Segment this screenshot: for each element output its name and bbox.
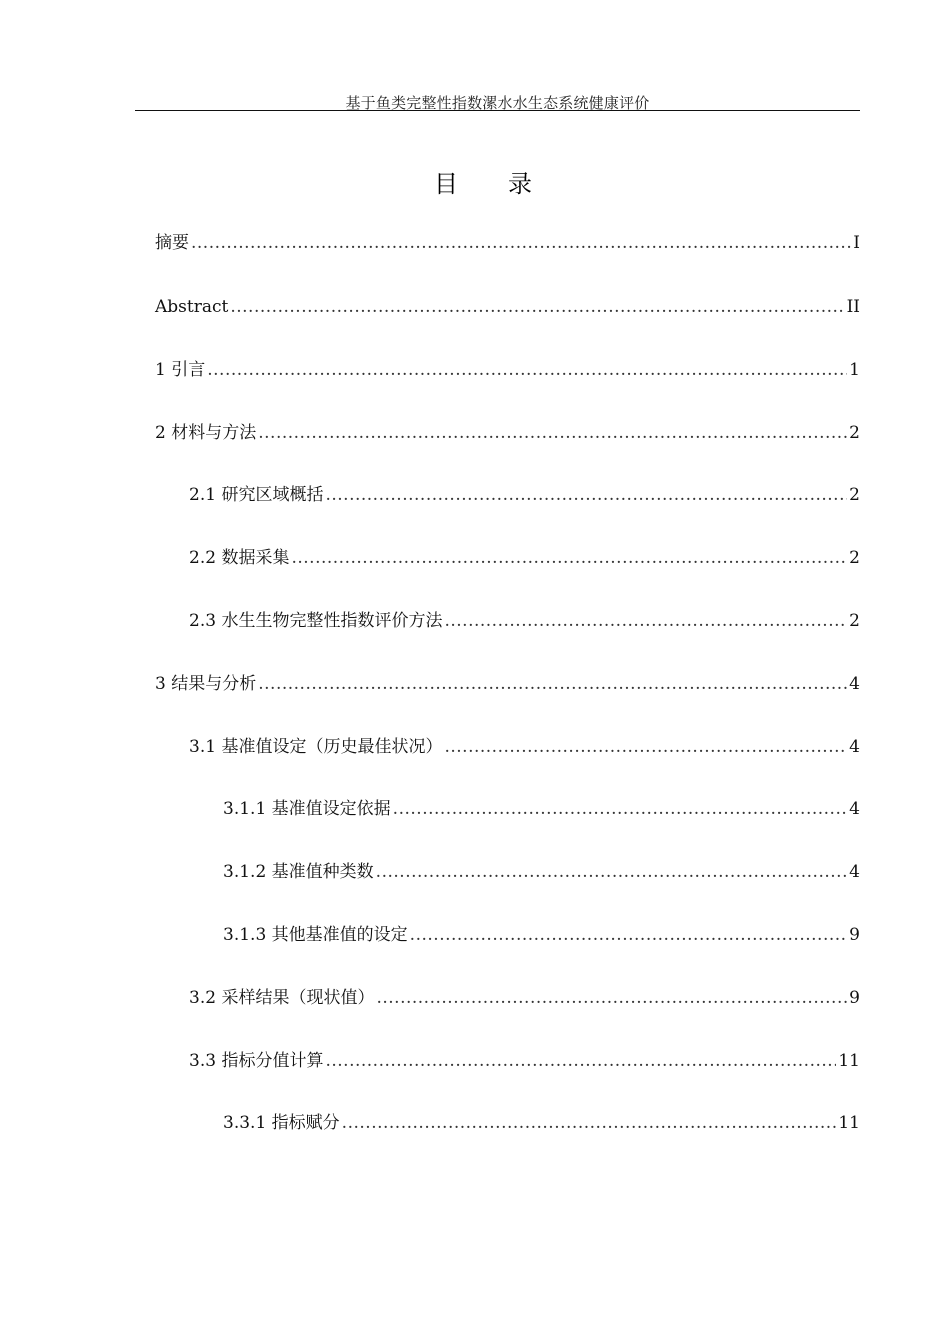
toc-entry-page: 2 (849, 548, 860, 568)
toc-entry-page: 4 (849, 862, 860, 882)
toc-entry-baseline-species[interactable] (223, 861, 860, 883)
toc-entry-ibi-method[interactable] (189, 610, 860, 632)
toc-dot-leader (191, 232, 851, 254)
toc-entry-baseline-setting[interactable] (189, 736, 860, 758)
toc-dot-leader (376, 861, 848, 883)
toc-entry-label: 3 结果与分析 (155, 674, 257, 694)
toc-entry-index-score[interactable] (189, 1050, 860, 1072)
toc-entry-page: 4 (849, 799, 860, 819)
toc-entry-introduction[interactable] (155, 359, 860, 381)
toc-entry-sampling-results[interactable] (189, 987, 860, 1009)
toc-entry-index-assignment[interactable] (223, 1112, 860, 1134)
toc-entry-data-collection[interactable] (189, 547, 860, 569)
toc-entry-page: 2 (849, 423, 860, 443)
toc-entry-label: 摘要 (155, 233, 189, 253)
toc-entry-label: 2.2 数据采集 (189, 548, 290, 568)
toc-entry-label: Abstract (155, 297, 229, 317)
toc-entry-page: I (853, 233, 860, 253)
toc-entry-label: 1 引言 (155, 360, 206, 380)
toc-dot-leader (325, 1050, 836, 1072)
toc-entry-baseline-basis[interactable] (223, 798, 860, 820)
toc-entry-study-area[interactable] (189, 484, 860, 506)
toc-entry-abstract-cn[interactable] (155, 232, 860, 254)
toc-dot-leader (258, 422, 847, 444)
toc-entry-page: 9 (849, 925, 860, 945)
toc-dot-leader (393, 798, 848, 820)
toc-dot-leader (444, 736, 847, 758)
toc-dot-leader (342, 1112, 837, 1134)
toc-entry-page: II (846, 297, 860, 317)
toc-entry-label: 3.3 指标分值计算 (189, 1051, 324, 1071)
toc-entry-materials-methods[interactable] (155, 422, 860, 444)
toc-dot-leader (230, 296, 844, 318)
toc-entry-page: 11 (838, 1051, 860, 1071)
toc-entry-label: 3.1.2 基准值种类数 (223, 862, 374, 882)
toc-dot-leader (258, 673, 847, 695)
toc-entry-page: 4 (849, 737, 860, 757)
header-rule (135, 110, 860, 111)
toc-entry-label: 3.1 基准值设定（历史最佳状况） (189, 737, 443, 757)
toc-entry-page: 11 (838, 1113, 860, 1133)
toc-entry-label: 2.1 研究区域概括 (189, 485, 324, 505)
toc-entry-page: 9 (849, 988, 860, 1008)
toc-dot-leader (325, 484, 847, 506)
toc-dot-leader (410, 924, 848, 946)
toc-entry-results[interactable] (155, 673, 860, 695)
toc-entry-page: 4 (849, 674, 860, 694)
toc-entry-label: 3.2 采样结果（现状值） (189, 988, 375, 1008)
toc-entry-page: 1 (849, 360, 860, 380)
toc-entry-other-baselines[interactable] (223, 924, 860, 946)
toc-title: 目录 (434, 170, 582, 198)
running-header: 基于鱼类完整性指数漯水水生态系统健康评价 (345, 94, 650, 112)
toc-entry-page: 2 (849, 485, 860, 505)
toc-dot-leader (444, 610, 847, 632)
toc-dot-leader (207, 359, 847, 381)
toc-entry-label: 2.3 水生生物完整性指数评价方法 (189, 611, 443, 631)
toc-entry-label: 3.3.1 指标赋分 (223, 1113, 340, 1133)
toc-dot-leader (291, 547, 847, 569)
toc-entry-label: 3.1.1 基准值设定依据 (223, 799, 391, 819)
toc-entry-page: 2 (849, 611, 860, 631)
toc-entry-label: 2 材料与方法 (155, 423, 257, 443)
toc-entry-label: 3.1.3 其他基准值的设定 (223, 925, 408, 945)
toc-dot-leader (376, 987, 847, 1009)
toc-entry-abstract-en[interactable] (155, 296, 860, 318)
